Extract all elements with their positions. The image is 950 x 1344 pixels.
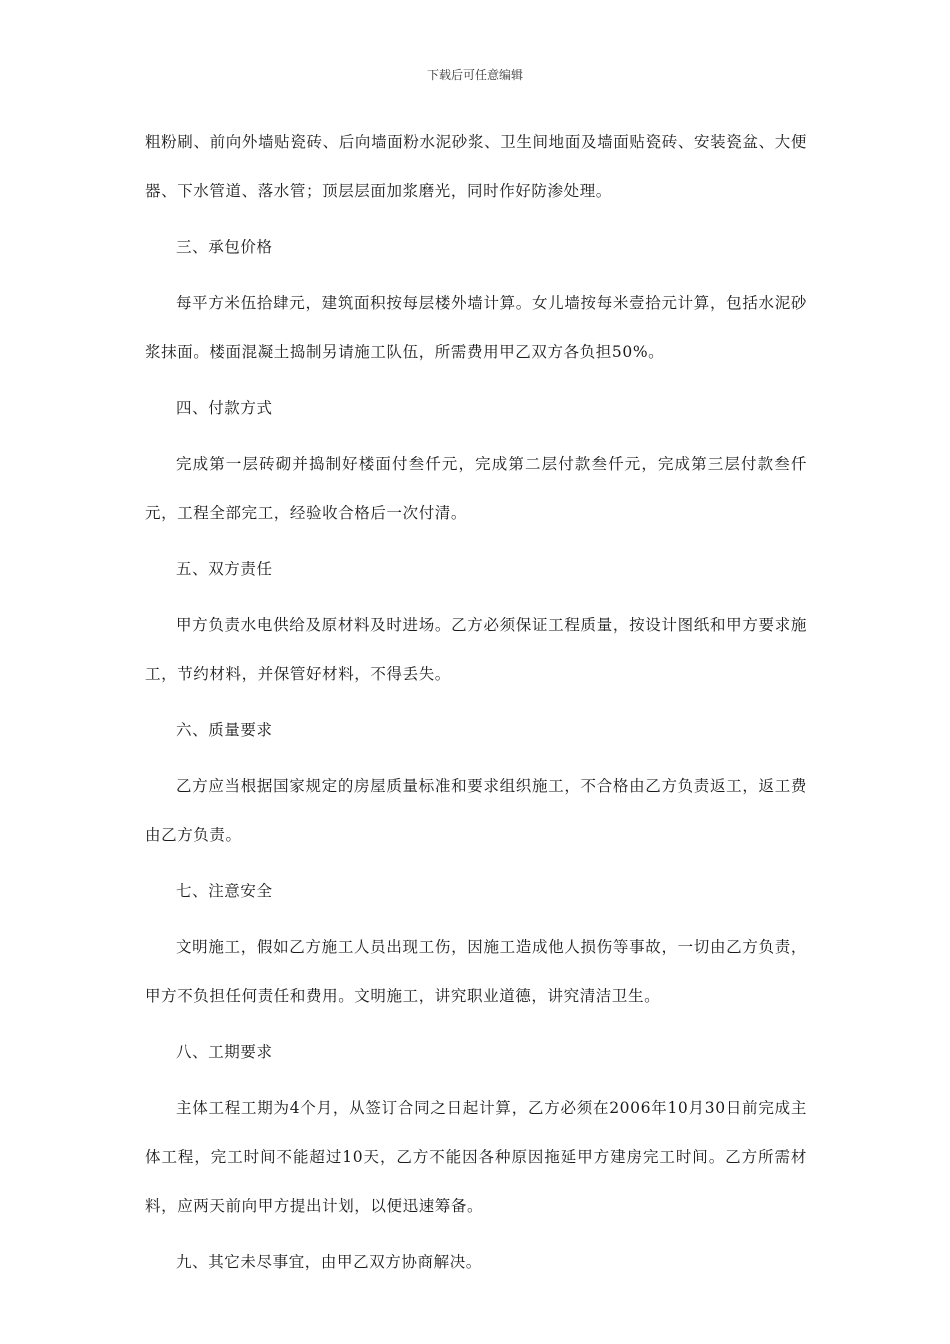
section-heading-safety: 七、注意安全 (176, 882, 273, 900)
paragraph-price: 每平方米伍拾肆元，建筑面积按每层楼外墙计算。女儿墙按每米壹拾元计算，包括水泥砂浆抹面。楼面混凝土捣制另请施工队伍，所需费用甲乙双方各负担50%。 (145, 294, 807, 361)
section-heading-price: 三、承包价格 (176, 238, 273, 256)
paragraph-quality: 乙方应当根据国家规定的房屋质量标准和要求组织施工，不合格由乙方负责返工，返工费由乙方负责。 (145, 777, 807, 844)
paragraph-safety: 文明施工，假如乙方施工人员出现工伤，因施工造成他人损伤等事故，一切由乙方负责，甲方不负担任何责任和费用。文明施工，讲究职业道德，讲究清洁卫生。 (145, 938, 807, 1005)
section-heading-responsibility: 五、双方责任 (176, 560, 273, 578)
section-heading-payment: 四、付款方式 (176, 399, 273, 417)
paragraph-responsibility: 甲方负责水电供给及原材料及时进场。乙方必须保证工程质量，按设计图纸和甲方要求施工，节约材料，并保管好材料，不得丢失。 (145, 616, 807, 683)
section-heading-quality: 六、质量要求 (176, 721, 273, 739)
section-heading-schedule: 八、工期要求 (176, 1043, 273, 1061)
paragraph-schedule: 主体工程工期为4个月，从签订合同之日起计算，乙方必须在2006年10月30日前完成主体工程，完工时间不能超过10天，乙方不能因各种原因拖延甲方建房完工时间。乙方所需材料，应两天前向甲方提出计划，以便迅速筹备。 (145, 1099, 807, 1215)
paragraph-payment: 完成第一层砖砌并捣制好楼面付叁仟元，完成第二层付款叁仟元，完成第三层付款叁仟元，工程全部完工，经验收合格后一次付清。 (145, 455, 807, 522)
header-note: 下载后可任意编辑 (426, 68, 523, 82)
document-body (145, 118, 807, 1294)
paragraph-continued: 粗粉刷、前向外墙贴瓷砖、后向墙面粉水泥砂浆、卫生间地面及墙面贴瓷砖、安装瓷盆、大便器、下水管道、落水管；顶层层面加浆磨光，同时作好防渗处理。 (145, 133, 807, 200)
section-heading-other: 九、其它未尽事宜，由甲乙双方协商解决。 (176, 1253, 482, 1271)
